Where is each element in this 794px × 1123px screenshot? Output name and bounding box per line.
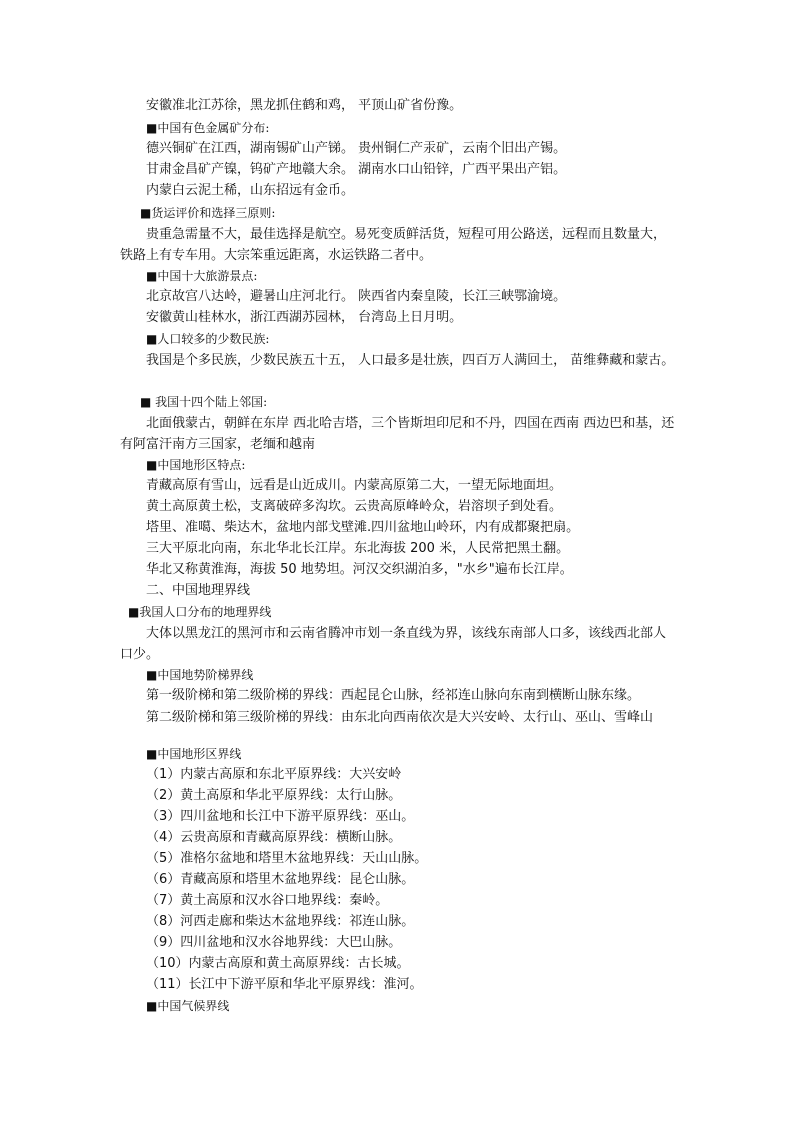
heading-population-boundary: ■我国人口分布的地理界线 bbox=[128, 605, 272, 619]
heading-nonferrous-ores: ■中国有色金属矿分布: bbox=[146, 121, 270, 135]
heading-climate-boundary: ■中国气候界线 bbox=[146, 999, 230, 1013]
landform-rhyme-line: 三大平原北向南，东北华北长江岸。东北海拔 200 米，人民常把黑土翻。 bbox=[146, 541, 570, 556]
list-item: （5）准格尔盆地和塔里木盆地界线：天山山脉。 bbox=[146, 851, 428, 866]
scenic-rhyme-line: 北京故宫八达岭，避暑山庄河北行。 陕西省内秦皇陵，长江三峡鄂渝境。 bbox=[146, 289, 567, 304]
list-item: （9）四川盆地和汉水谷地界线：大巴山脉。 bbox=[146, 935, 402, 950]
coal-province-rhyme-end: 安徽准北江苏徐，黑龙抓住鹤和鸡， 平顶山矿省份豫。 bbox=[146, 98, 463, 113]
population-boundary-paragraph: 大体以黑龙江的黑河市和云南省腾冲市划一条直线为界，该线东南部人口多，该线西北部人口少。 bbox=[120, 626, 667, 662]
terrain-step-paragraph: 第二级阶梯和第三级阶梯的界线：由东北向西南依次是大兴安岭、太行山、巫山、雪峰山 bbox=[146, 710, 654, 725]
neighbors-paragraph: 北面俄蒙古，朝鲜在东岸 西北哈吉塔，三个皆斯坦印尼和不丹，四国在西南 西边巴和基，还有阿富汗南方三国家，老缅和越南 bbox=[120, 416, 675, 452]
list-item: （11）长江中下游平原和华北平原界线：淮河。 bbox=[146, 977, 423, 992]
landform-rhyme-line: 塔里、准噶、柴达木，盆地内部戈壁滩.四川盆地山岭环，内有成都聚把扇。 bbox=[146, 520, 580, 535]
landform-rhyme-line: 青藏高原有雪山，远看是山近成川。内蒙高原第二大，一望无际地面坦。 bbox=[146, 478, 563, 493]
heading-landform-features: ■中国地形区特点: bbox=[146, 458, 246, 472]
heading-top-ten-scenic-spots: ■中国十大旅游景点: bbox=[146, 269, 258, 283]
list-item: （4）云贵高原和青藏高原界线：横断山脉。 bbox=[146, 830, 402, 845]
ore-rhyme-line: 内蒙白云泥土稀，山东招远有金币。 bbox=[146, 183, 355, 198]
landform-rhyme-line: 黄土高原黄土松，支离破碎多沟坎。云贵高原峰岭众，岩溶坝子到处看。 bbox=[146, 499, 563, 514]
list-item: （7）黄土高原和汉水谷口地界线：秦岭。 bbox=[146, 893, 389, 908]
terrain-step-line: 第一级阶梯和第二级阶梯的界线：西起昆仑山脉，经祁连山脉向东南到横断山脉东缘。 bbox=[146, 688, 641, 703]
heading-minority-peoples: ■人口较多的少数民族: bbox=[146, 332, 270, 346]
heading-terrain-step-boundary: ■中国地势阶梯界线 bbox=[146, 668, 254, 682]
freight-paragraph: 贵重急需量不大，最佳选择是航空。易死变质鲜活货，短程可用公路送，远程而且数量大，铁路上有专车用。大宗笨重远距离，水运铁路二者中。 bbox=[120, 227, 667, 263]
scenic-rhyme-line: 安徽黄山桂林水，浙江西湖苏园林， 台湾岛上日月明。 bbox=[146, 310, 463, 325]
heading-land-neighbors: ■ 我国十四个陆上邻国: bbox=[140, 395, 268, 409]
heading-freight-principles: ■货运评价和选择三原则: bbox=[140, 206, 276, 220]
minority-paragraph: 我国是个多民族，少数民族五十五， 人口最多是壮族，四百万人满回土， 苗维彝藏和蒙古。 bbox=[146, 353, 675, 368]
section-title-geographic-boundaries: 二、中国地理界线 bbox=[146, 583, 251, 598]
list-item: （6）青藏高原和塔里木盆地界线：昆仑山脉。 bbox=[146, 872, 415, 887]
ore-rhyme-line: 甘肃金昌矿产镍，钨矿产地赣大余。 湖南水口山铅锌，广西平果出产铝。 bbox=[146, 162, 567, 177]
list-item: （8）河西走廊和柴达木盆地界线：祁连山脉。 bbox=[146, 914, 415, 929]
landform-rhyme-line: 华北又称黄淮海，海拔 50 地势坦。河汉交织湖泊多，"水乡"遍布长江岸。 bbox=[146, 562, 573, 577]
ore-rhyme-line: 德兴铜矿在江西，湖南锡矿山产锑。 贵州铜仁产汞矿，云南个旧出产锡。 bbox=[146, 141, 567, 156]
list-item: （1）内蒙古高原和东北平原界线：大兴安岭 bbox=[146, 767, 402, 782]
list-item: （10）内蒙古高原和黄土高原界线：古长城。 bbox=[146, 956, 410, 971]
list-item: （2）黄土高原和华北平原界线：太行山脉。 bbox=[146, 788, 402, 803]
list-item: （3）四川盆地和长江中下游平原界线：巫山。 bbox=[146, 809, 415, 824]
heading-landform-region-boundary: ■中国地形区界线 bbox=[146, 747, 242, 761]
